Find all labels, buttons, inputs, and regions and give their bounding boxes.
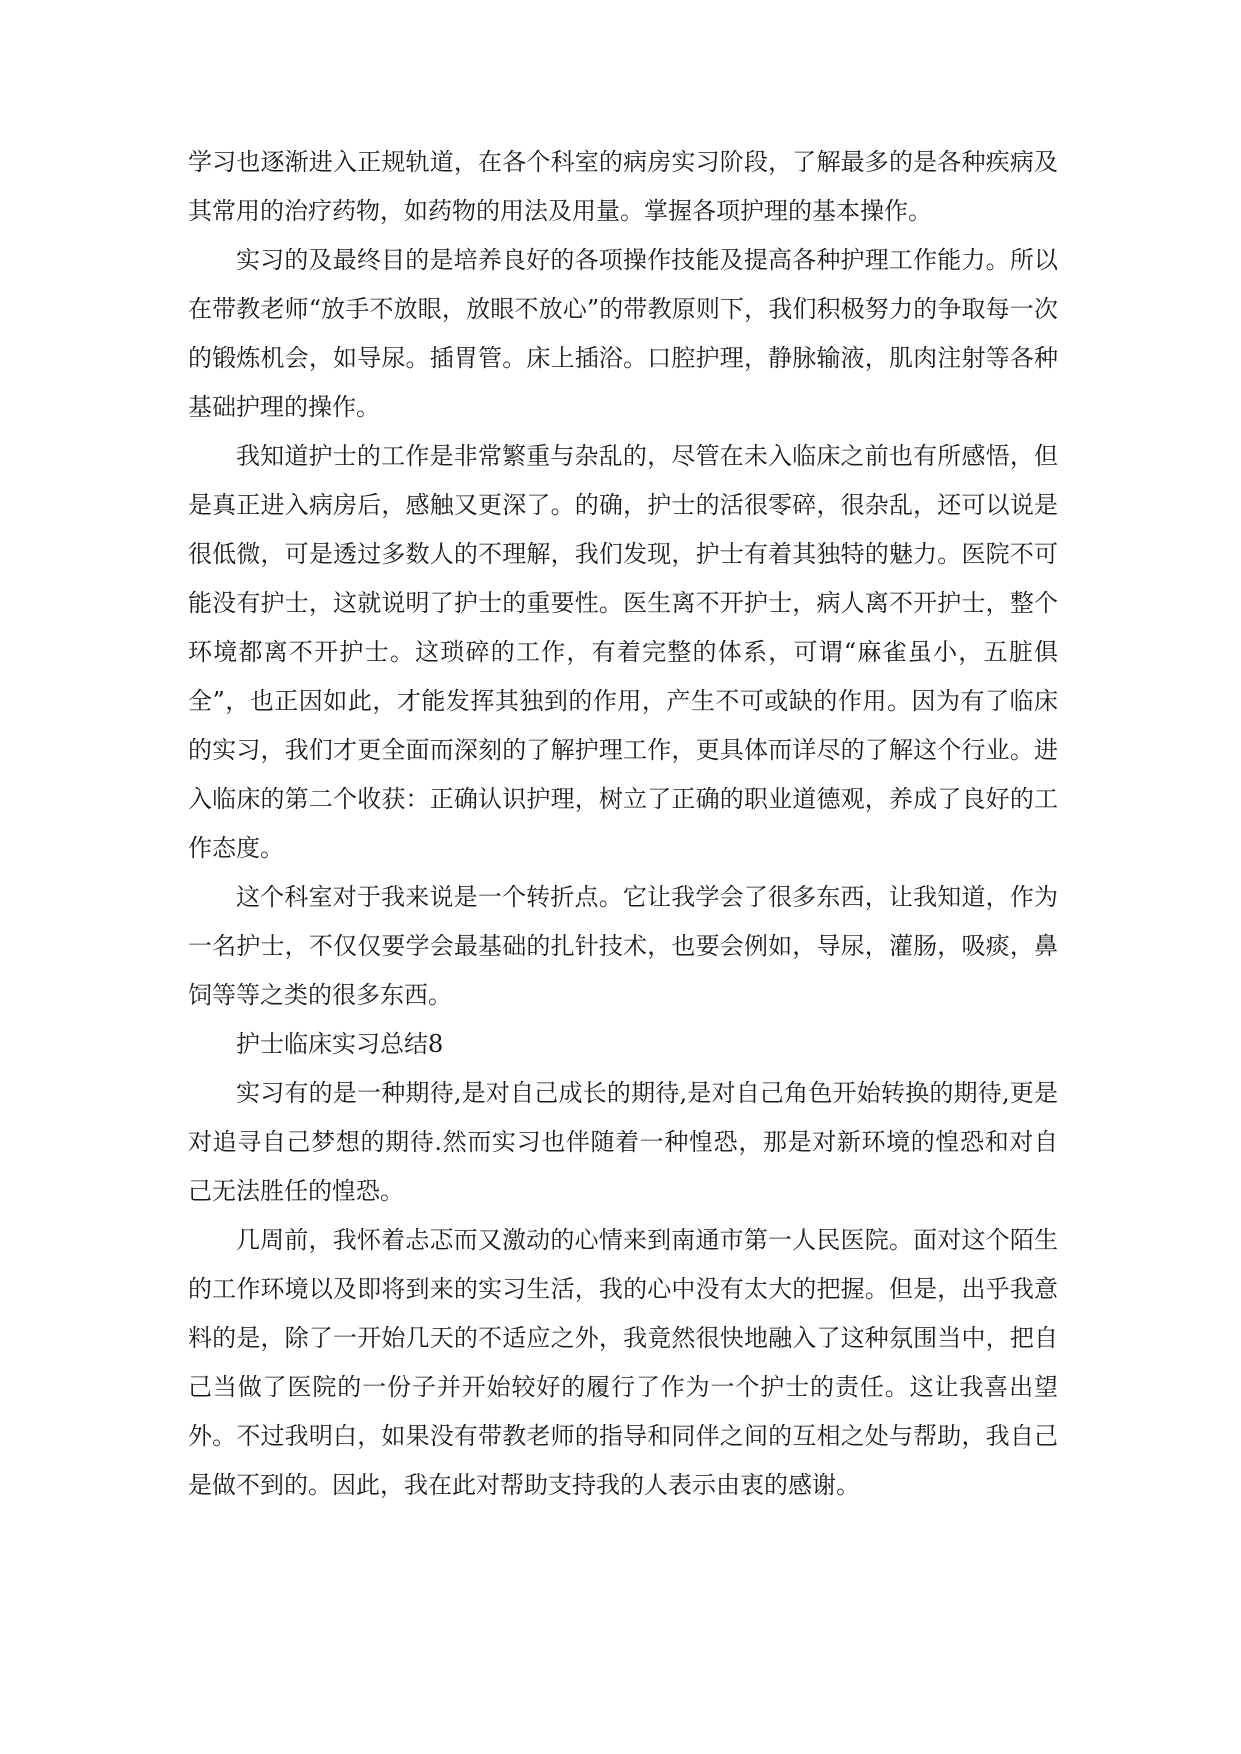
section-heading: 护士临床实习总结8 (236, 1030, 444, 1058)
paragraph: 实习的及最终目的是培养良好的各项操作技能及提高各种护理工作能力。所以在带教老师“放手不放眼，放眼不放心”的带教原则下，我们积极努力的争取每一次的锻炼机会，如导尿。插胃管。床上插浴。口腔护理，静脉输液，肌肉注射等各种基础护理的操作。 (188, 246, 1058, 421)
paragraph: 我知道护士的工作是非常繁重与杂乱的，尽管在未入临床之前也有所感悟，但是真正进入病房后，感触又更深了。的确，护士的活很零碎，很杂乱，还可以说是很低微，可是透过多数人的不理解，我们发现，护士有着其独特的魅力。医院不可能没有护士，这就说明了护士的重要性。医生离不开护士，病人离不开护士，整个环境都离不开护士。这琐碎的工作，有着完整的体系，可谓“麻雀虽小，五脏俱全”，也正因如此，才能发挥其独到的作用，产生不可或缺的作用。因为有了临床的实习，我们才更全面而深刻的了解护理工作，更具体而详尽的了解这个行业。进入临床的第二个收获：正确认识护理，树立了正确的职业道德观，养成了良好的工作态度。 (188, 442, 1058, 862)
paragraph: 这个科室对于我来说是一个转折点。它让我学会了很多东西，让我知道，作为一名护士，不仅仅要学会最基础的扎针技术，也要会例如，导尿，灌肠，吸痰，鼻饲等等之类的很多东西。 (188, 883, 1058, 1009)
paragraph-continuation: 学习也逐渐进入正规轨道，在各个科室的病房实习阶段，了解最多的是各种疾病及其常用的治疗药物，如药物的用法及用量。掌握各项护理的基本操作。 (188, 148, 1058, 225)
paragraph: 几周前，我怀着忐忑而又激动的心情来到南通市第一人民医院。面对这个陌生的工作环境以及即将到来的实习生活，我的心中没有太大的把握。但是，出乎我意料的是，除了一开始几天的不适应之外，我竟然很快地融入了这种氛围当中，把自己当做了医院的一份子并开始较好的履行了作为一个护士的责任。这让我喜出望外。不过我明白，如果没有带教老师的指导和同伴之间的互相之处与帮助，我自己是做不到的。因此，我在此对帮助支持我的人表示由衷的感谢。 (188, 1226, 1058, 1499)
document-body (188, 138, 1058, 1510)
paragraph: 实习有的是一种期待,是对自己成长的期待,是对自己角色开始转换的期待,更是对追寻自己梦想的期待.然而实习也伴随着一种惶恐，那是对新环境的惶恐和对自己无法胜任的惶恐。 (188, 1079, 1058, 1205)
